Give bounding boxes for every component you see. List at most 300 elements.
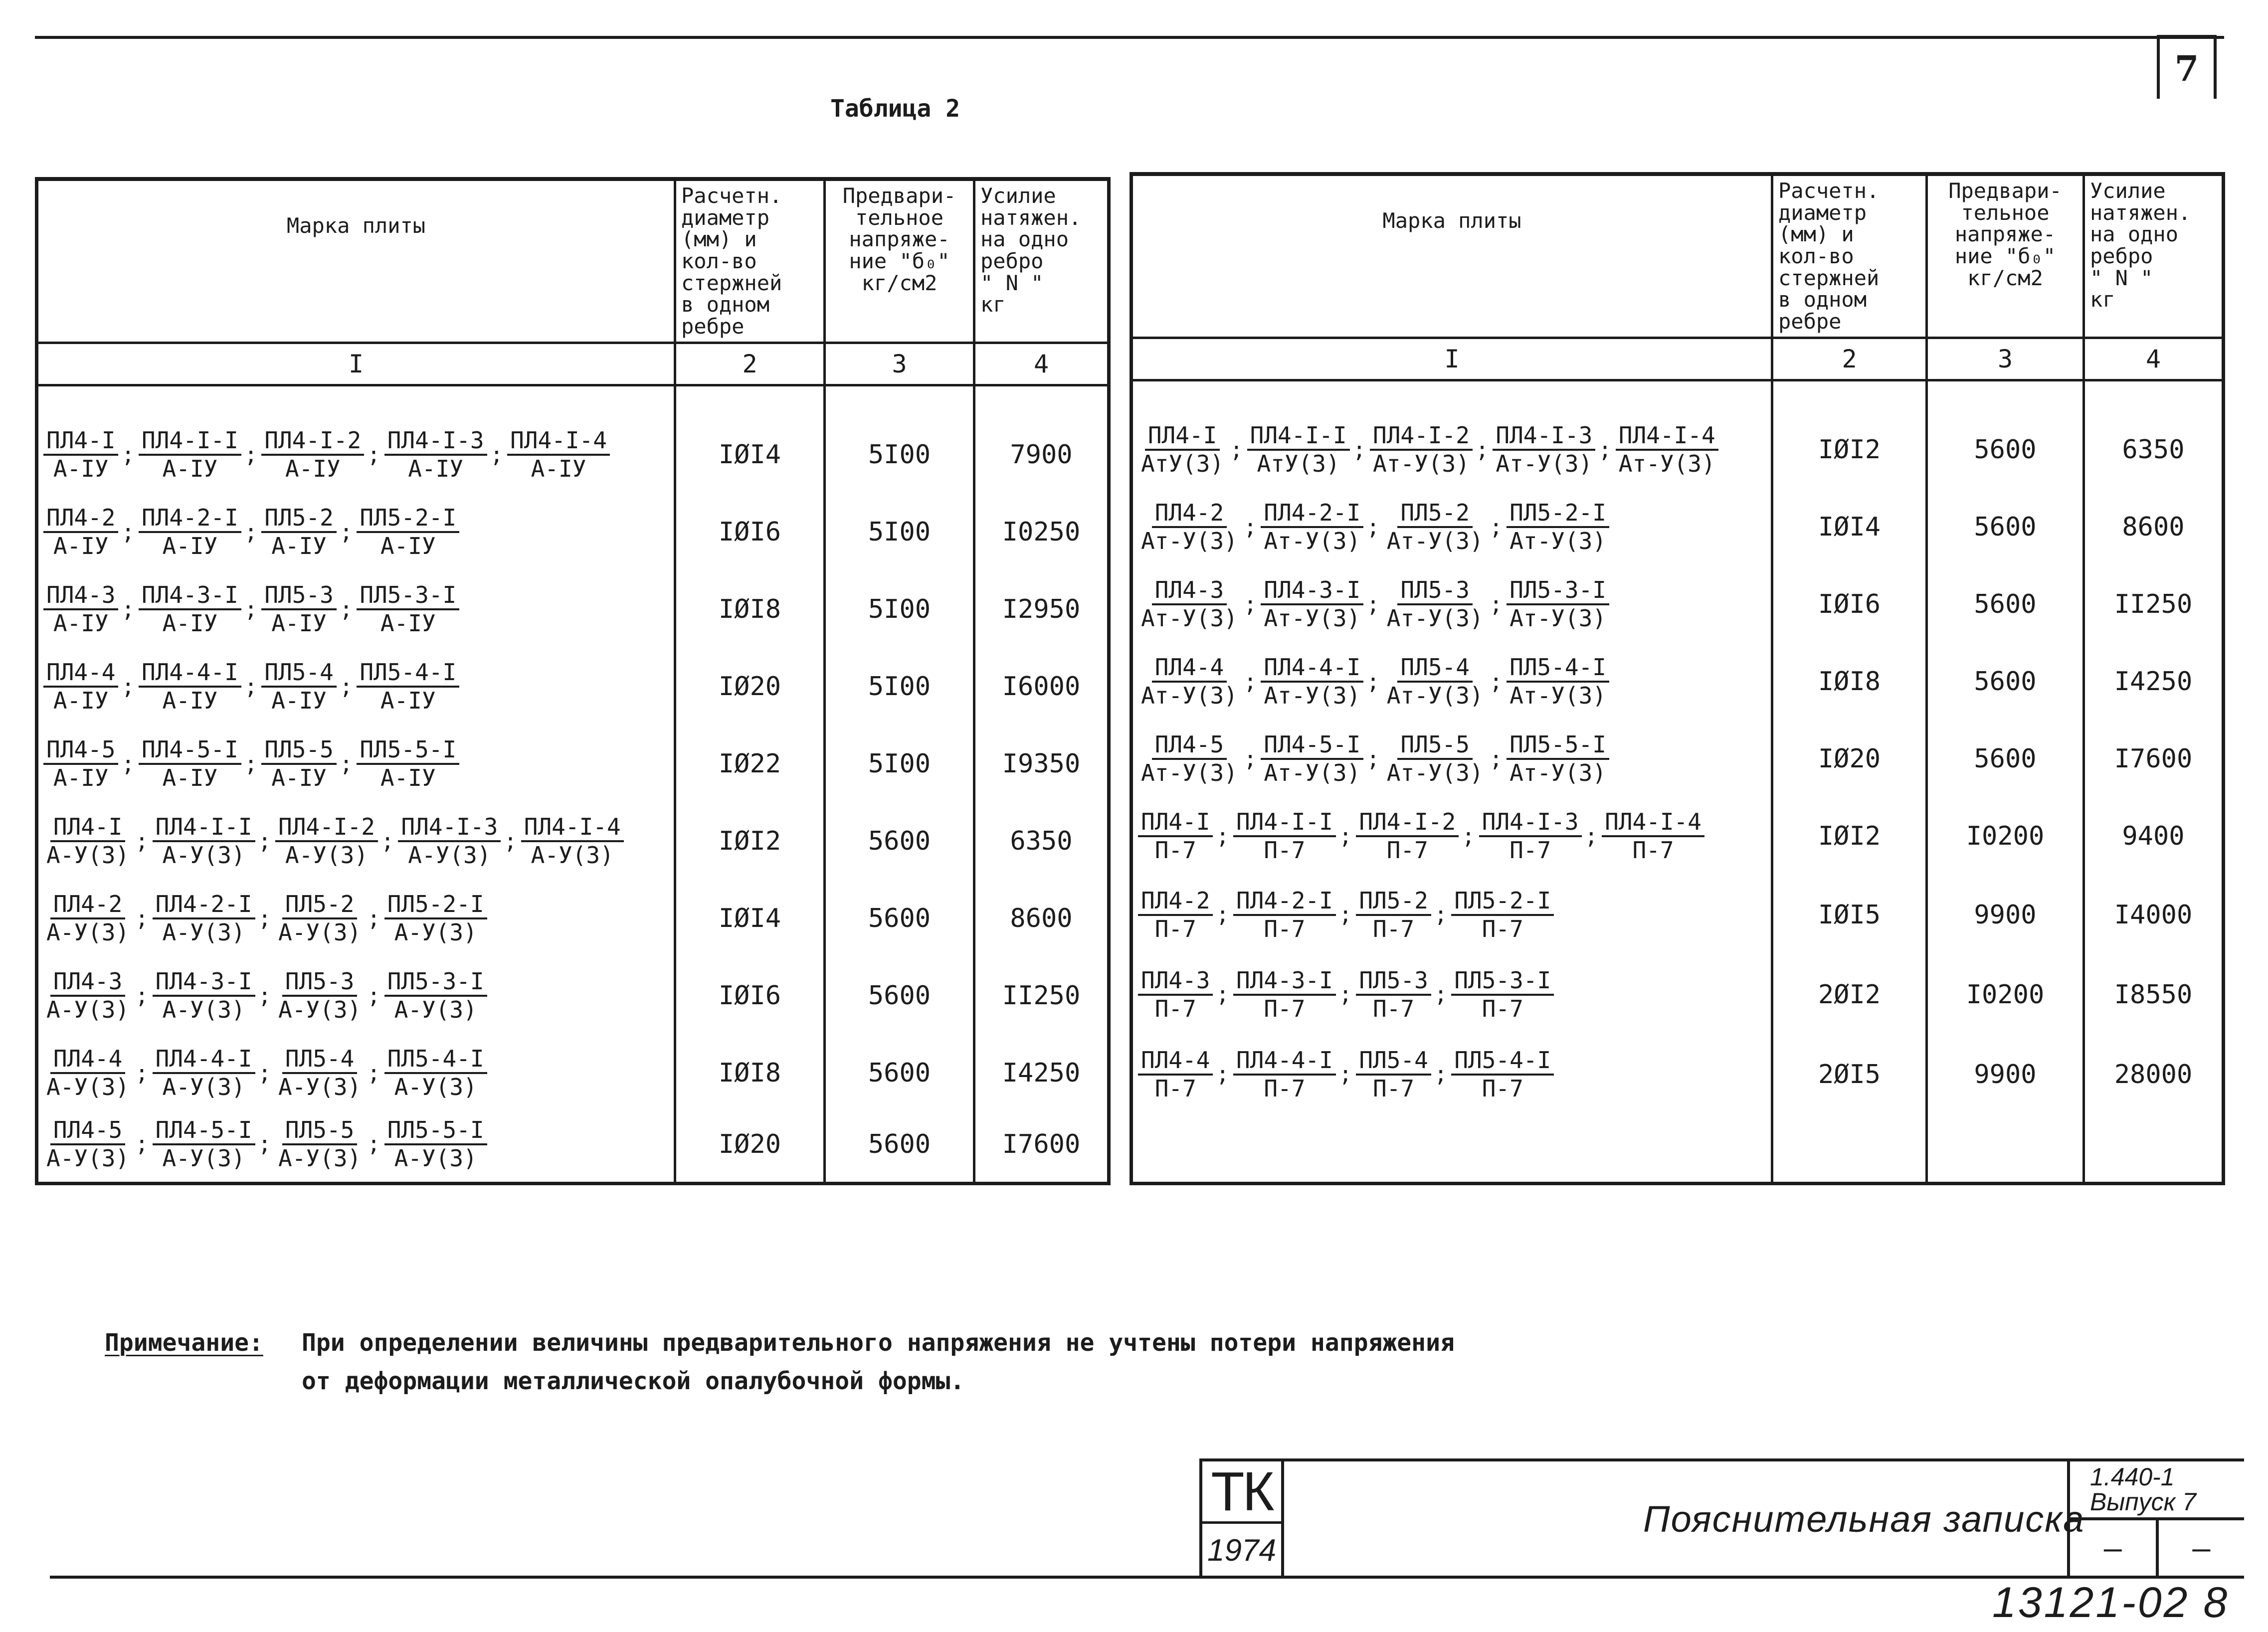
slab-mark: [1138, 422, 1227, 477]
separator: ;: [1489, 669, 1503, 695]
table-row: [37, 880, 1109, 957]
force-cell: I4000: [2084, 875, 2224, 955]
steel-class: А-IУ: [53, 610, 109, 637]
slab-mark: [1138, 967, 1213, 1022]
force-cell: 9400: [2084, 798, 2224, 875]
slab-mark-name: ПЛ4-2-I: [1261, 500, 1363, 528]
slab-mark: [43, 427, 118, 482]
prestress-cell: 5600: [825, 957, 974, 1035]
separator: ;: [1338, 982, 1352, 1008]
slab-mark: [261, 659, 336, 714]
steel-class: П-7: [1373, 915, 1415, 942]
col-number: 3: [825, 343, 974, 385]
steel-class: А-IУ: [53, 455, 109, 483]
separator: ;: [367, 983, 380, 1009]
bottom-line: [50, 1576, 2244, 1579]
slab-mark: [357, 505, 459, 559]
slab-mark: [1451, 1047, 1554, 1102]
steel-class: А-У(3): [394, 1144, 477, 1172]
slab-mark: [139, 659, 241, 714]
separator: ;: [121, 442, 135, 468]
slab-mark-name: ПЛ4-4: [43, 659, 118, 688]
slab-mark-name: ПЛ4-I-2: [275, 814, 378, 842]
steel-class: А-У(3): [278, 1144, 362, 1172]
doc-code-box: [2067, 1461, 2244, 1577]
table-row: [1132, 1035, 2224, 1114]
slab-mark-name: ПЛ4-4: [1138, 1047, 1213, 1076]
separator: ;: [258, 1060, 272, 1086]
slab-mark: [1451, 967, 1554, 1022]
force-cell: 8600: [2084, 489, 2224, 566]
separator: ;: [1230, 437, 1243, 463]
slab-mark-name: ПЛ4-3-I: [1261, 577, 1363, 605]
table-row: [37, 725, 1109, 803]
slab-mark: [275, 891, 364, 946]
slab-mark-name: ПЛ4-2-I: [139, 505, 241, 533]
force-cell: I4250: [974, 1035, 1109, 1112]
slab-mark: [43, 659, 118, 714]
slab-mark: [1356, 967, 1431, 1022]
separator: ;: [1434, 1062, 1448, 1088]
right-spec-table: [1130, 172, 2225, 1185]
steel-class: А-У(3): [278, 996, 362, 1024]
slab-mark-name: ПЛ4-5: [1152, 731, 1227, 760]
mark-cell: [37, 571, 675, 648]
steel-class: Ат-У(3): [1264, 759, 1361, 787]
separator: ;: [121, 751, 135, 777]
slab-mark: [1261, 500, 1363, 554]
steel-class: А-У(3): [46, 919, 130, 946]
slab-mark-name: ПЛ4-5-I: [1261, 731, 1363, 760]
separator: ;: [1434, 902, 1448, 928]
steel-class: А-IУ: [380, 610, 436, 637]
separator: ;: [380, 828, 394, 854]
slab-mark-name: ПЛ4-3: [1138, 967, 1213, 996]
separator: ;: [1366, 669, 1380, 695]
slab-mark: [1507, 500, 1609, 554]
prestress-cell: I0200: [1927, 798, 2084, 875]
separator: ;: [244, 596, 258, 622]
diameter-cell: IØ20: [1772, 721, 1927, 798]
force-cell: 6350: [2084, 411, 2224, 489]
slab-mark-name: ПЛ4-2-I: [1233, 888, 1336, 916]
diameter-cell: IØI8: [1772, 643, 1927, 721]
separator: ;: [135, 1131, 149, 1157]
slab-mark-name: ПЛ5-2-I: [357, 505, 459, 533]
left-spec-table: [35, 177, 1111, 1185]
slab-mark-name: ПЛ5-5-I: [1507, 731, 1609, 760]
slab-mark: [43, 968, 132, 1023]
steel-class: А-IУ: [162, 610, 218, 637]
prestress-cell: 5600: [1927, 643, 2084, 721]
steel-class: Ат-У(3): [1510, 528, 1606, 555]
steel-class: АтУ(3): [1257, 450, 1340, 478]
steel-class: А-У(3): [162, 1074, 245, 1101]
slab-mark: [43, 582, 118, 637]
mark-cell: [37, 1112, 675, 1177]
steel-class: П-7: [1154, 995, 1196, 1022]
table-row: [37, 416, 1109, 494]
slab-mark: [139, 736, 241, 791]
separator: ;: [121, 596, 135, 622]
mark-cell: [1132, 566, 1772, 643]
slab-mark-name: ПЛ4-2-I: [153, 891, 255, 919]
col-number: 4: [974, 343, 1109, 385]
table-row: [37, 957, 1109, 1035]
mark-cell: [37, 957, 675, 1035]
slab-mark-name: ПЛ4-2: [1152, 500, 1227, 528]
slab-mark-name: ПЛ4-I-4: [1616, 422, 1718, 451]
diameter-cell: IØI4: [675, 416, 825, 494]
table-row: [1132, 798, 2224, 875]
separator: ;: [1366, 591, 1380, 617]
slab-mark-name: ПЛ4-I-3: [1479, 809, 1582, 837]
steel-class: Ат-У(3): [1141, 682, 1238, 710]
mark-cell: [1132, 643, 1772, 721]
steel-class: А-IУ: [531, 455, 586, 483]
slab-mark-name: ПЛ4-I-I: [139, 427, 241, 456]
separator: ;: [244, 442, 258, 468]
steel-class: А-У(3): [394, 1074, 477, 1101]
mark-cell: [37, 725, 675, 803]
slab-mark: [384, 1117, 487, 1172]
prestress-cell: 5600: [1927, 566, 2084, 643]
note-label: Примечание:: [105, 1329, 263, 1357]
separator: ;: [258, 828, 272, 854]
separator: ;: [244, 674, 258, 700]
force-cell: I8550: [2084, 955, 2224, 1035]
table-row: [37, 1035, 1109, 1112]
slab-mark: [1233, 888, 1336, 942]
diameter-header: Расчетн. диаметр (мм) и кол-во стержней в одном ребре: [1772, 174, 1927, 338]
diameter-cell: IØI6: [675, 957, 825, 1035]
col-number: 4: [2084, 338, 2224, 380]
prestress-header: Предвари- тельное напряже- ние "б₀" кг/см2: [825, 179, 974, 343]
slab-mark-name: ПЛ4-I-2: [1370, 422, 1473, 451]
mark-header: Марка плиты: [1132, 174, 1772, 338]
steel-class: А-У(3): [278, 919, 362, 946]
steel-class: А-У(3): [46, 1144, 130, 1172]
slab-mark-name: ПЛ4-I-I: [1247, 422, 1350, 451]
slab-mark: [1356, 1047, 1431, 1102]
doc-series: 1.440-1: [2090, 1463, 2175, 1491]
slab-mark: [1493, 422, 1595, 477]
separator: ;: [1338, 1062, 1352, 1088]
force-header: Усилие натяжен. на одно ребро " N " кг: [974, 179, 1109, 343]
steel-class: А-IУ: [271, 533, 327, 560]
slab-mark-name: ПЛ5-5: [261, 736, 336, 765]
slab-mark: [1384, 731, 1487, 786]
prestress-cell: 5600: [825, 803, 974, 880]
steel-class: Ат-У(3): [1373, 450, 1470, 478]
mark-cell: [37, 494, 675, 571]
prestress-cell: 9900: [1927, 1035, 2084, 1114]
prestress-cell: 5I00: [825, 494, 974, 571]
table-row: [37, 1112, 1109, 1177]
slab-mark-name: ПЛ5-3-I: [1507, 577, 1609, 605]
steel-class: Ат-У(3): [1386, 759, 1484, 787]
separator: ;: [135, 906, 149, 931]
slab-mark: [357, 582, 459, 637]
steel-class: Ат-У(3): [1141, 528, 1238, 555]
slab-mark: [43, 1046, 132, 1100]
doc-code: [2070, 1461, 2244, 1520]
slab-mark: [398, 814, 501, 869]
diameter-cell: IØ22: [675, 725, 825, 803]
slab-mark: [384, 968, 487, 1023]
slab-mark: [1261, 731, 1363, 786]
table-row: [1132, 489, 2224, 566]
steel-class: П-7: [1632, 837, 1674, 864]
diameter-cell: 2ØI2: [1772, 955, 1927, 1035]
steel-class: А-IУ: [53, 687, 109, 715]
slab-mark: [43, 814, 132, 869]
separator: ;: [258, 906, 272, 931]
doc-cells: [2070, 1520, 2244, 1577]
separator: ;: [244, 519, 258, 545]
table-row: [37, 803, 1109, 880]
slab-mark: [153, 1117, 255, 1172]
slab-mark: [275, 968, 364, 1023]
page-number: 7: [2157, 35, 2217, 99]
slab-mark-name: ПЛ4-I-2: [261, 427, 364, 456]
slab-mark: [153, 968, 255, 1023]
separator: ;: [367, 442, 380, 468]
steel-class: П-7: [1482, 915, 1523, 942]
org-box: [1199, 1461, 1284, 1577]
force-cell: I2950: [974, 571, 1109, 648]
slab-mark: [1384, 577, 1487, 632]
slab-mark: [1138, 731, 1241, 786]
force-cell: 8600: [974, 880, 1109, 957]
slab-mark-name: ПЛ4-4: [1152, 654, 1227, 683]
separator: ;: [135, 828, 149, 854]
diameter-cell: IØI8: [675, 1035, 825, 1112]
slab-mark-name: ПЛ4-I: [1138, 809, 1213, 837]
separator: ;: [121, 519, 135, 545]
slab-mark-name: ПЛ5-4: [1397, 654, 1472, 683]
slab-mark-name: ПЛ4-I-3: [384, 427, 487, 456]
steel-class: А-У(3): [408, 842, 491, 869]
separator: ;: [258, 983, 272, 1009]
slab-mark-name: ПЛ5-2-I: [1507, 500, 1609, 528]
table-row: [1132, 875, 2224, 955]
steel-class: А-У(3): [162, 842, 245, 869]
slab-mark-name: ПЛ4-I-4: [521, 814, 624, 842]
steel-class: П-7: [1386, 837, 1428, 864]
document-title: Пояснительная записка: [1643, 1498, 2085, 1540]
slab-mark: [357, 736, 459, 791]
slab-mark: [1479, 809, 1582, 864]
force-cell: 6350: [974, 803, 1109, 880]
prestress-cell: I0200: [1927, 955, 2084, 1035]
slab-mark: [384, 1046, 487, 1100]
mark-cell: [37, 803, 675, 880]
separator: ;: [1243, 514, 1257, 540]
prestress-cell: 5600: [825, 880, 974, 957]
slab-mark: [1451, 888, 1554, 942]
slab-mark-name: ПЛ4-4: [50, 1046, 125, 1074]
slab-mark: [1233, 809, 1336, 864]
slab-mark-name: ПЛ4-3-I: [153, 968, 255, 997]
steel-class: А-IУ: [380, 764, 436, 792]
col-number: 2: [675, 343, 825, 385]
steel-class: П-7: [1264, 1075, 1306, 1102]
slab-mark-name: ПЛ5-3: [261, 582, 336, 610]
prestress-cell: 5I00: [825, 571, 974, 648]
prestress-cell: 5600: [1927, 411, 2084, 489]
steel-class: Ат-У(3): [1141, 605, 1238, 632]
steel-class: А-IУ: [162, 455, 218, 483]
slab-mark: [357, 659, 459, 714]
top-border-line: [35, 36, 2224, 39]
separator: ;: [1598, 437, 1612, 463]
prestress-cell: 5600: [1927, 489, 2084, 566]
steel-class: Ат-У(3): [1510, 682, 1606, 710]
steel-class: П-7: [1264, 837, 1306, 864]
slab-mark: [275, 1046, 364, 1100]
separator: ;: [1243, 669, 1257, 695]
slab-mark: [261, 505, 336, 559]
steel-class: П-7: [1373, 1075, 1415, 1102]
separator: ;: [1475, 437, 1489, 463]
slab-mark: [1138, 809, 1213, 864]
steel-class: П-7: [1154, 1075, 1196, 1102]
slab-mark: [1384, 500, 1487, 554]
table-row: [1132, 721, 2224, 798]
diameter-cell: IØI2: [1772, 411, 1927, 489]
force-cell: I6000: [974, 648, 1109, 725]
slab-mark-name: ПЛ5-5-I: [384, 1117, 487, 1145]
slab-mark: [139, 582, 241, 637]
steel-class: П-7: [1264, 995, 1306, 1022]
slab-mark: [139, 427, 241, 482]
mark-cell: [1132, 798, 1772, 875]
slab-mark: [384, 891, 487, 946]
diameter-cell: IØI2: [675, 803, 825, 880]
steel-class: Ат-У(3): [1510, 605, 1606, 632]
steel-class: А-IУ: [162, 533, 218, 560]
slab-mark-name: ПЛ5-5: [282, 1117, 357, 1145]
steel-class: А-У(3): [531, 842, 614, 869]
steel-class: А-IУ: [271, 764, 327, 792]
mark-cell: [37, 416, 675, 494]
mark-cell: [37, 880, 675, 957]
slab-mark: [1138, 577, 1241, 632]
slab-mark-name: ПЛ5-3: [1397, 577, 1472, 605]
slab-mark-name: ПЛ5-3: [282, 968, 357, 997]
slab-mark-name: ПЛ4-4-I: [1233, 1047, 1336, 1076]
separator: ;: [1366, 514, 1380, 540]
slab-mark-name: ПЛ4-I-I: [153, 814, 255, 842]
separator: ;: [135, 1060, 149, 1086]
slab-mark-name: ПЛ5-3-I: [357, 582, 459, 610]
force-cell: 28000: [2084, 1035, 2224, 1114]
slab-mark-name: ПЛ5-5-I: [357, 736, 459, 765]
slab-mark: [1356, 809, 1459, 864]
force-cell: II250: [974, 957, 1109, 1035]
prestress-cell: 5I00: [825, 648, 974, 725]
diameter-cell: 2ØI5: [1772, 1035, 1927, 1114]
slab-mark-name: ПЛ4-I-2: [1356, 809, 1459, 837]
slab-mark-name: ПЛ5-3-I: [1451, 967, 1554, 996]
diameter-cell: IØI5: [1772, 875, 1927, 955]
slab-mark: [521, 814, 624, 869]
slab-mark: [1138, 1047, 1213, 1102]
separator: ;: [367, 1131, 380, 1157]
steel-class: А-У(3): [285, 842, 369, 869]
steel-class: А-IУ: [162, 764, 218, 792]
slab-mark-name: ПЛ5-2-I: [1451, 888, 1554, 916]
force-cell: I4250: [2084, 643, 2224, 721]
steel-class: Ат-У(3): [1386, 528, 1484, 555]
slab-mark-name: ПЛ5-3: [1356, 967, 1431, 996]
prestress-cell: 5600: [1927, 721, 2084, 798]
diameter-cell: IØI8: [675, 571, 825, 648]
steel-class: А-IУ: [408, 455, 464, 483]
separator: ;: [367, 906, 380, 931]
force-cell: I0250: [974, 494, 1109, 571]
steel-class: П-7: [1482, 1075, 1523, 1102]
note: [105, 1324, 1455, 1395]
slab-mark: [507, 427, 610, 482]
slab-mark-name: ПЛ5-4-I: [1507, 654, 1609, 683]
slab-mark-name: ПЛ5-2: [1356, 888, 1431, 916]
force-cell: 7900: [974, 416, 1109, 494]
steel-class: А-У(3): [46, 842, 130, 869]
steel-class: А-IУ: [162, 687, 218, 715]
steel-class: А-IУ: [380, 687, 436, 715]
diameter-cell: IØ20: [675, 1112, 825, 1177]
steel-class: А-У(3): [394, 996, 477, 1024]
slab-mark-name: ПЛ4-I: [50, 814, 125, 842]
table-row: [1132, 411, 2224, 489]
slab-mark-name: ПЛ4-4-I: [139, 659, 241, 688]
diameter-cell: IØI4: [675, 880, 825, 957]
steel-class: А-У(3): [46, 996, 130, 1024]
force-cell: I7600: [974, 1112, 1109, 1177]
table-row: [37, 648, 1109, 725]
slab-mark: [1384, 654, 1487, 709]
steel-class: Ат-У(3): [1496, 450, 1593, 478]
mark-cell: [37, 648, 675, 725]
table-title: Таблица 2: [830, 95, 960, 123]
prestress-cell: 5600: [825, 1035, 974, 1112]
title-block: [1199, 1458, 2244, 1577]
slab-mark: [261, 427, 364, 482]
steel-class: Ат-У(3): [1264, 682, 1361, 710]
slab-mark: [153, 891, 255, 946]
steel-class: Ат-У(3): [1264, 528, 1361, 555]
separator: ;: [1243, 591, 1257, 617]
doc-cell: —: [2103, 1531, 2122, 1566]
steel-class: А-IУ: [271, 610, 327, 637]
slab-mark: [1261, 654, 1363, 709]
slab-mark: [261, 736, 336, 791]
separator: ;: [1489, 591, 1503, 617]
steel-class: Ат-У(3): [1386, 682, 1484, 710]
diameter-cell: IØ20: [675, 648, 825, 725]
slab-mark: [1233, 1047, 1336, 1102]
prestress-cell: 9900: [1927, 875, 2084, 955]
mark-cell: [1132, 875, 1772, 955]
slab-mark-name: ПЛ5-4-I: [1451, 1047, 1554, 1076]
mark-cell: [1132, 489, 1772, 566]
slab-mark: [1138, 500, 1241, 554]
col-number: 3: [1927, 338, 2084, 380]
steel-class: Ат-У(3): [1141, 759, 1238, 787]
separator: ;: [1216, 982, 1229, 1008]
